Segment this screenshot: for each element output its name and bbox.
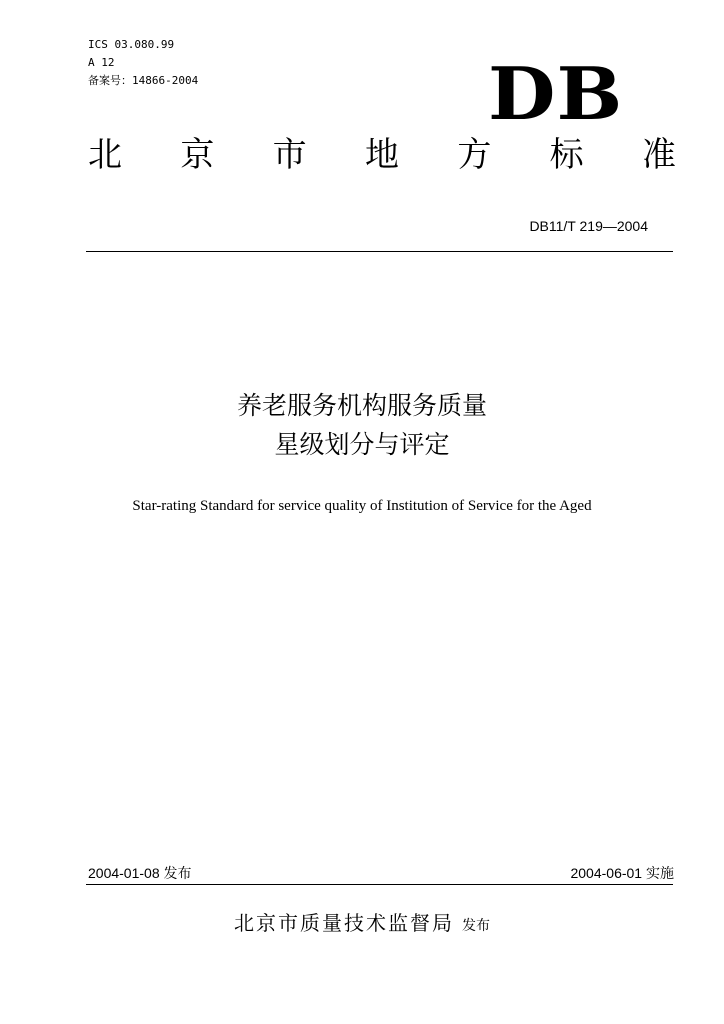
ics-code: ICS 03.080.99 bbox=[88, 38, 175, 51]
category-code: A 12 bbox=[88, 56, 115, 69]
standard-type-char: 市 bbox=[272, 135, 307, 175]
standard-type-char: 方 bbox=[457, 135, 492, 175]
issuing-authority: 北京市质量技术监督局 bbox=[234, 911, 454, 935]
footer-divider bbox=[86, 884, 673, 885]
standard-type-char: 北 bbox=[88, 135, 122, 175]
standard-type-char: 京 bbox=[180, 135, 215, 175]
standard-type-char: 标 bbox=[549, 135, 584, 175]
document-title-line-1: 养老服务机构服务质量 bbox=[236, 391, 487, 420]
publish-date: 2004-01-08 发布 bbox=[88, 865, 192, 881]
standard-type-char: 地 bbox=[364, 135, 399, 175]
standard-type-char: 准 bbox=[641, 135, 676, 175]
document-title-line-2: 星级划分与评定 bbox=[274, 430, 450, 459]
standard-number: DB11/T 219—2004 bbox=[529, 218, 648, 234]
db-logo: DB bbox=[488, 51, 624, 136]
document-title-english: Star-rating Standard for service quality of Institution of Service for the Aged bbox=[132, 498, 592, 514]
header-divider bbox=[86, 251, 673, 252]
filing-number: 备案号：14866-2004 bbox=[88, 74, 199, 87]
issuer-line bbox=[0, 907, 724, 936]
issue-label: 发布 bbox=[462, 918, 490, 934]
standard-type-title bbox=[88, 135, 676, 175]
effective-date: 2004-06-01 实施 bbox=[570, 865, 674, 881]
